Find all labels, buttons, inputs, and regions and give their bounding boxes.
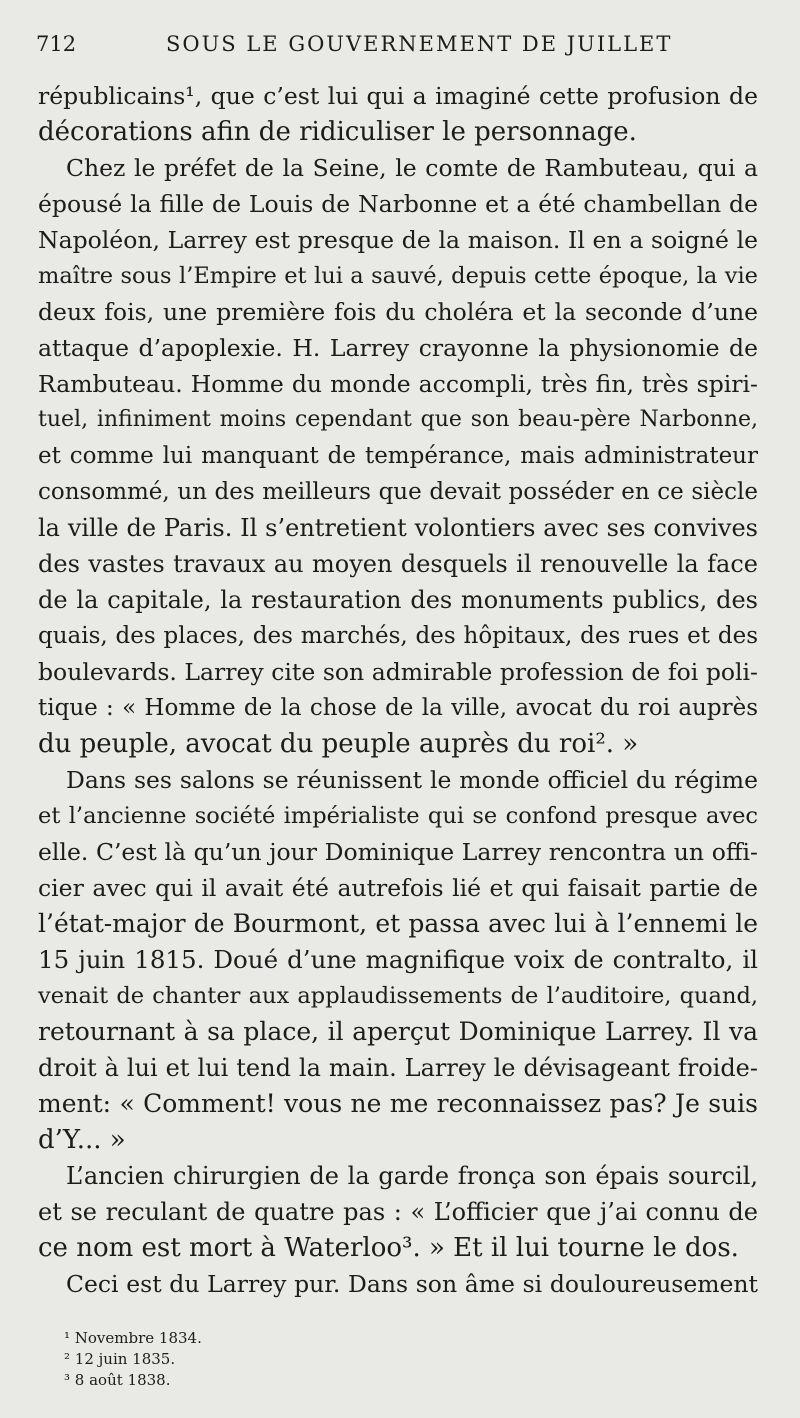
text-line: de la capitale, la restauration des monuments publics, des — [38, 586, 758, 614]
text-line: républicains¹, que c’est lui qui a imaginé cette profusion de — [38, 82, 758, 110]
footnote: ¹ Novembre 1834. — [64, 1329, 202, 1347]
text-line: Ceci est du Larrey pur. Dans son âme si douloureusement — [66, 1270, 758, 1298]
text-line: 15 juin 1815. Doué d’une magnifique voix de contralto, il — [38, 945, 758, 974]
text-line: attaque d’apoplexie. H. Larrey crayonne la physionomie de — [38, 334, 758, 362]
text-line: L’ancien chirurgien de la garde fronça son épais sourcil, — [66, 1162, 758, 1190]
page-number: 712 — [36, 32, 77, 56]
text-line: droit à lui et lui tend la main. Larrey le dévisageant froide- — [38, 1054, 758, 1082]
text-line: et se reculant de quatre pas : « L’officier que j’ai connu de — [38, 1198, 758, 1226]
text-line: Dans ses salons se réunissent le monde officiel du régime — [66, 766, 758, 794]
text-line: ce nom est mort à Waterloo³. » Et il lui tourne le dos. — [38, 1233, 739, 1263]
text-line: retournant à sa place, il aperçut Dominique Larrey. Il va — [38, 1017, 758, 1046]
running-title: SOUS LE GOUVERNEMENT DE JUILLET — [166, 32, 673, 56]
text-line: Napoléon, Larrey est presque de la maison. Il en a soigné le — [38, 226, 758, 254]
text-line: tuel, infiniment moins cependant que son beau-père Narbonne, — [38, 407, 758, 432]
footnote: ³ 8 août 1838. — [64, 1371, 171, 1389]
text-line: la ville de Paris. Il s’entretient volontiers avec ses convives — [38, 514, 758, 542]
text-line: tique : « Homme de la chose de la ville, avocat du roi auprès — [38, 695, 758, 721]
text-line: deux fois, une première fois du choléra et la seconde d’une — [38, 298, 758, 326]
text-line: venait de chanter aux applaudissements de l’auditoire, quand, — [38, 983, 758, 1009]
text-line: et l’ancienne société impérialiste qui se confond presque avec — [38, 803, 758, 829]
text-line: Rambuteau. Homme du monde accompli, très fin, très spiri- — [38, 370, 758, 398]
text-line: des vastes travaux au moyen desquels il renouvelle la face — [38, 550, 758, 578]
text-line: décorations afin de ridiculiser le personnage. — [38, 117, 637, 147]
text-line: cier avec qui il avait été autrefois lié et qui faisait partie de — [38, 874, 758, 902]
text-line: boulevards. Larrey cite son admirable profession de foi poli- — [38, 658, 758, 686]
text-line: et comme lui manquant de tempérance, mais administrateur — [38, 443, 758, 469]
text-line: elle. C’est là qu’un jour Dominique Larrey rencontra un offi- — [38, 838, 758, 866]
text-line: d’Y... » — [38, 1125, 126, 1155]
text-line: épousé la fille de Louis de Narbonne et a été chambellan de — [38, 190, 758, 218]
text-line: ment: « Comment! vous ne me reconnaissez pas? Je suis — [38, 1089, 758, 1118]
text-line: consommé, un des meilleurs que devait posséder en ce siècle — [38, 479, 758, 505]
text-line: du peuple, avocat du peuple auprès du roi². » — [38, 729, 639, 759]
text-line: l’état-major de Bourmont, et passa avec lui à l’ennemi le — [38, 909, 758, 938]
footnote: ² 12 juin 1835. — [64, 1350, 176, 1368]
text-line: quais, des places, des marchés, des hôpitaux, des rues et des — [38, 623, 758, 649]
footnotes — [64, 1328, 464, 1391]
text-line: maître sous l’Empire et lui a sauvé, depuis cette époque, la vie — [38, 263, 758, 289]
text-line: Chez le préfet de la Seine, le comte de Rambuteau, qui a — [66, 154, 758, 182]
page-header — [36, 32, 756, 66]
